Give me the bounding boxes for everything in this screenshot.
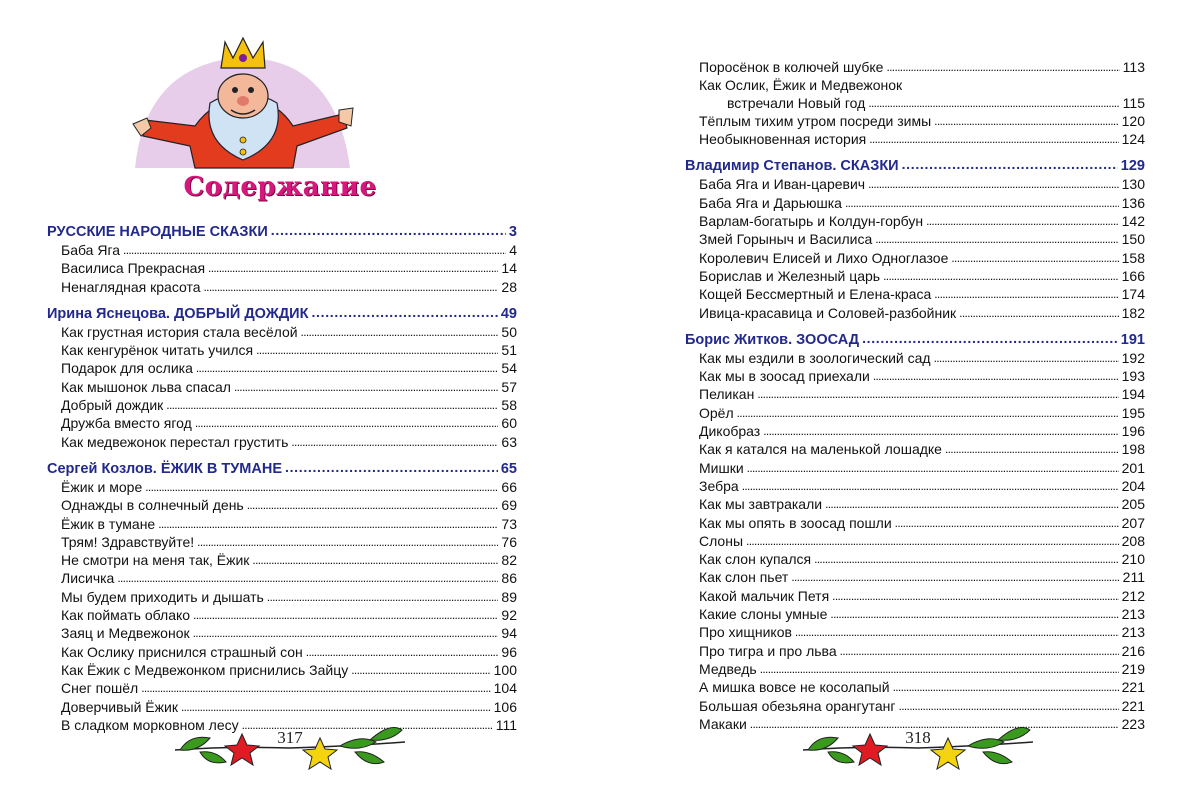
toc-entry[interactable]: Трям! Здравствуйте! . . . 76 bbox=[47, 534, 517, 552]
toc-entry[interactable]: Варлам-богатырь и Колдун-горбун . . . 142 bbox=[685, 213, 1145, 231]
toc-entry[interactable]: Как мы опять в зоосад пошли . . . 207 bbox=[685, 515, 1145, 533]
section-heading[interactable]: Ирина Яснецова. ДОБРЫЙ ДОЖДИК . . . 49 bbox=[47, 304, 517, 324]
toc-entry[interactable]: Поросёнок в колючей шубке . . . 113 bbox=[685, 59, 1145, 77]
toc-entry[interactable]: Слоны . . . 208 bbox=[685, 533, 1145, 551]
toc-entry[interactable]: Про тигра и про льва . . . 216 bbox=[685, 643, 1145, 661]
section-heading[interactable]: Борис Житков. ЗООСАД . . . 191 bbox=[685, 330, 1145, 350]
toc-entry[interactable]: Ёжик в тумане . . . 73 bbox=[47, 516, 517, 534]
toc-entry[interactable]: Как Ослик, Ёжик и Медвежонок bbox=[699, 77, 903, 94]
toc-entry[interactable]: Тёплым тихим утром посреди зимы . . . 120 bbox=[685, 113, 1145, 131]
toc-entry[interactable]: Как Ёжик с Медвежонком приснились Зайцу . . . 100 bbox=[47, 662, 517, 680]
toc-entry[interactable]: Королевич Елисей и Лихо Одноглазое . . . 158 bbox=[685, 250, 1145, 268]
page-number: 318 bbox=[905, 728, 931, 747]
toc-entry[interactable]: Ёжик и море . . . 66 bbox=[47, 479, 517, 497]
right-page bbox=[600, 0, 1200, 796]
toc-entry[interactable]: Пеликан . . . 194 bbox=[685, 386, 1145, 404]
toc-entry[interactable]: Как мышонок льва спасал . . . 57 bbox=[47, 379, 517, 397]
section-heading[interactable]: Владимир Степанов. СКАЗКИ . . . 129 bbox=[685, 156, 1145, 176]
toc-section bbox=[47, 222, 517, 297]
toc-entry[interactable]: Борислав и Железный царь . . . 166 bbox=[685, 268, 1145, 286]
contents-title: Содержание bbox=[183, 172, 377, 202]
toc-entry[interactable]: Как Ослику приснился страшный сон . . . 96 bbox=[47, 644, 517, 662]
toc-entry[interactable]: Как мы ездили в зоологический сад . . . 192 bbox=[685, 350, 1145, 368]
toc-entry[interactable]: Про хищников . . . 213 bbox=[685, 624, 1145, 642]
toc-entry[interactable]: Медведь . . . 219 bbox=[685, 661, 1145, 679]
toc-entry[interactable]: Необыкновенная история . . . 124 bbox=[685, 131, 1145, 149]
toc-section-continued bbox=[685, 59, 1145, 149]
toc-entry[interactable]: Орёл . . . 195 bbox=[685, 405, 1145, 423]
page-footer-ornament bbox=[798, 712, 1038, 772]
toc-entry[interactable]: Баба Яга и Дарьюшка . . . 136 bbox=[685, 195, 1145, 213]
toc-entry[interactable]: Как грустная история стала весёлой . . . 50 bbox=[47, 324, 517, 342]
toc-entry[interactable]: Лисичка . . . 86 bbox=[47, 570, 517, 588]
toc-entry[interactable]: А мишка вовсе не косолапый . . . 221 bbox=[685, 679, 1145, 697]
toc-entry[interactable]: Василиса Прекрасная . . . 14 bbox=[47, 260, 517, 278]
section-heading[interactable]: Сергей Козлов. ЁЖИК В ТУМАНЕ . . . 65 bbox=[47, 459, 517, 479]
page-number: 317 bbox=[277, 728, 303, 747]
toc-entry[interactable]: Какие слоны умные . . . 213 bbox=[685, 606, 1145, 624]
toc-entry[interactable]: Мишки . . . 201 bbox=[685, 460, 1145, 478]
toc-left bbox=[47, 222, 517, 735]
toc-entry[interactable]: Доверчивый Ёжик . . . 106 bbox=[47, 699, 517, 717]
toc-entry[interactable]: Как слон купался . . . 210 bbox=[685, 551, 1145, 569]
section-heading[interactable]: РУССКИЕ НАРОДНЫЕ СКАЗКИ . . . 3 bbox=[47, 222, 517, 242]
toc-entry[interactable]: Мы будем приходить и дышать . . . 89 bbox=[47, 589, 517, 607]
toc-entry[interactable]: Змей Горыныч и Василиса . . . 150 bbox=[685, 231, 1145, 249]
toc-entry[interactable]: Баба Яга и Иван-царевич . . . 130 bbox=[685, 176, 1145, 194]
toc-entry[interactable]: Заяц и Медвежонок . . . 94 bbox=[47, 625, 517, 643]
toc-entry[interactable]: Дружба вместо ягод . . . 60 bbox=[47, 415, 517, 433]
toc-entry[interactable]: Зебра . . . 204 bbox=[685, 478, 1145, 496]
toc-entry[interactable]: Большая обезьяна орангутанг . . . 221 bbox=[685, 698, 1145, 716]
toc-entry[interactable]: Добрый дождик . . . 58 bbox=[47, 397, 517, 415]
toc-entry[interactable]: Ненаглядная красота . . . 28 bbox=[47, 279, 517, 297]
toc-entry[interactable]: Как мы завтракали . . . 205 bbox=[685, 496, 1145, 514]
toc-section bbox=[47, 304, 517, 452]
toc-entry[interactable]: Как кенгурёнок читать учился . . . 51 bbox=[47, 342, 517, 360]
toc-section bbox=[47, 459, 517, 735]
toc-entry[interactable]: Какой мальчик Петя . . . 212 bbox=[685, 588, 1145, 606]
toc-entry[interactable]: Однажды в солнечный день . . . 69 bbox=[47, 497, 517, 515]
toc-entry[interactable]: Как мы в зоосад приехали . . . 193 bbox=[685, 368, 1145, 386]
toc-entry[interactable]: Подарок для ослика . . . 54 bbox=[47, 360, 517, 378]
toc-entry-continuation[interactable]: встречали Новый год . . . 115 bbox=[685, 95, 1145, 113]
toc-right bbox=[685, 59, 1145, 734]
toc-entry[interactable]: Не смотри на меня так, Ёжик . . . 82 bbox=[47, 552, 517, 570]
toc-entry[interactable]: Макаки . . . 223 bbox=[685, 716, 1145, 734]
toc-entry[interactable]: Как медвежонок перестал грустить . . . 63 bbox=[47, 434, 517, 452]
toc-entry[interactable]: Ивица-красавица и Соловей-разбойник . . . 182 bbox=[685, 305, 1145, 323]
toc-section bbox=[685, 156, 1145, 322]
toc-entry[interactable]: Как слон пьет . . . 211 bbox=[685, 569, 1145, 587]
toc-section bbox=[685, 330, 1145, 734]
toc-entry[interactable]: В сладком морковном лесу . . . 111 bbox=[47, 717, 517, 735]
king-illustration bbox=[125, 28, 360, 178]
toc-entry[interactable]: Дикобраз . . . 196 bbox=[685, 423, 1145, 441]
toc-entry[interactable]: Кощей Бессмертный и Елена-краса . . . 174 bbox=[685, 286, 1145, 304]
toc-entry[interactable]: Снег пошёл . . . 104 bbox=[47, 680, 517, 698]
toc-entry[interactable]: Баба Яга . . . 4 bbox=[47, 242, 517, 260]
toc-entry[interactable]: Как я катался на маленькой лошадке . . . 198 bbox=[685, 441, 1145, 459]
page-footer-ornament bbox=[170, 712, 410, 772]
toc-entry[interactable]: Как поймать облако . . . 92 bbox=[47, 607, 517, 625]
